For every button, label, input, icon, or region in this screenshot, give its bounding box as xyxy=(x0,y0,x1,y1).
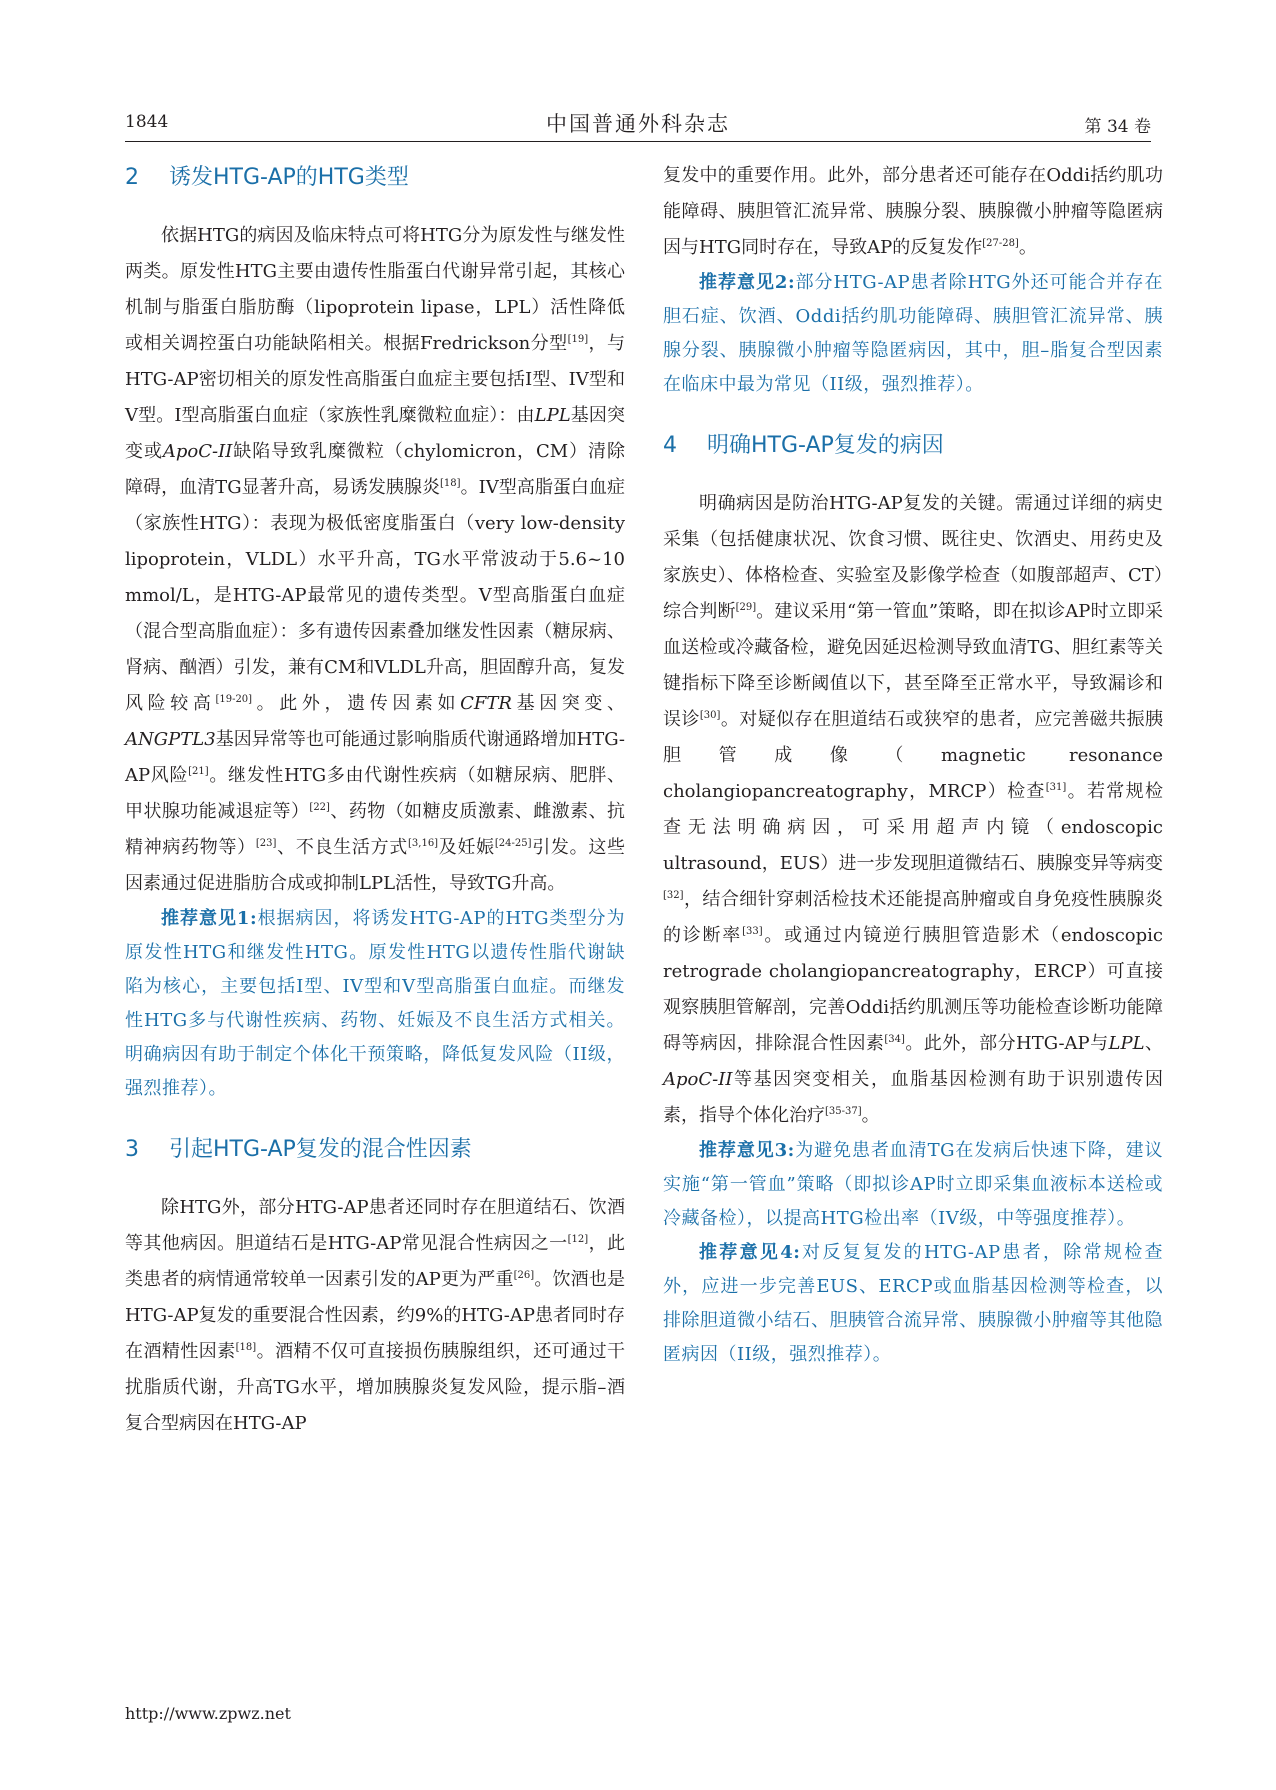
section-number: 3 xyxy=(125,1137,139,1162)
gene-name: LPL xyxy=(534,405,571,426)
section-4-heading xyxy=(663,426,1163,466)
recommendation-label: 推荐意见2: xyxy=(699,272,796,293)
citation: [30] xyxy=(699,710,721,721)
citation: [29] xyxy=(735,602,757,613)
section-3-heading xyxy=(125,1130,625,1170)
citation: [18] xyxy=(235,1342,257,1353)
section-title: 诱发HTG-AP的HTG类型 xyxy=(169,165,409,190)
citation: [31] xyxy=(1045,782,1067,793)
journal-title: 中国普通外科杂志 xyxy=(546,112,730,136)
section-title: 明确HTG-AP复发的病因 xyxy=(707,433,944,458)
citation: [32] xyxy=(663,890,684,901)
section-3-paragraph: 除HTG外，部分HTG-AP患者还同时存在胆道结石、饮酒等其他病因。胆道结石是HTG-AP常见混合性病因之一[12]，此类患者的病情通常较单一因素引发的AP更为严重[26]。饮酒也是HTG-AP复发的重要混合性因素，约9%的HTG-AP患者同时存在酒精性因素[18]。酒精不仅可直接损伤胰腺组织，还可通过干扰脂质代谢，升高TG水平，增加胰腺炎复发风险，提示脂–酒复合型病因在HTG-AP xyxy=(125,1197,626,1434)
recommendation-2: 推荐意见2:部分HTG-AP患者除HTG外还可能合并存在胆石症、饮酒、Oddi括约肌功能障碍、胰胆管汇流异常、胰腺分裂、胰腺微小肿瘤等隐匿病因，其中，胆–脂复合型因素在临床中最为常见（II级，强烈推荐）。 xyxy=(663,272,1163,395)
volume-label: 第 34 卷 xyxy=(1084,117,1151,137)
recommendation-label: 推荐意见3: xyxy=(699,1140,795,1161)
recommendation-label: 推荐意见4: xyxy=(699,1242,801,1263)
running-header xyxy=(125,108,1151,142)
recommendation-4: 推荐意见4:对反复复发的HTG-AP患者，除常规检查外，应进一步完善EUS、ERCP或血脂基因检测等检查，以排除胆道微小结石、胆胰管合流异常、胰腺微小肿瘤等其他隐匿病因（II级，强烈推荐）。 xyxy=(663,1242,1163,1365)
gene-name: ApoC-II xyxy=(663,1069,733,1090)
recommendation-1: 推荐意见1:根据病因，将诱发HTG-AP的HTG类型分为原发性HTG和继发性HTG。原发性HTG以遗传性脂代谢缺陷为核心，主要包括I型、IV型和V型高脂蛋白血症。而继发性HTG多与代谢性疾病、药物、妊娠及不良生活方式相关。明确病因有助于制定个体化干预策略，降低复发风险（II级，强烈推荐）。 xyxy=(125,908,625,1099)
section-3-continuation: 复发中的重要作用。此外，部分患者还可能存在Oddi括约肌功能障碍、胰胆管汇流异常、胰腺分裂、胰腺微小肿瘤等隐匿病因与HTG同时存在，导致AP的反复发作[27-28]。 xyxy=(663,165,1163,258)
citation: [26] xyxy=(513,1270,535,1281)
section-4-paragraph: 明确病因是防治HTG-AP复发的关键。需通过详细的病史采集（包括健康状况、饮食习惯、既往史、饮酒史、用药史及家族史）、体格检查、实验室及影像学检查（如腹部超声、CT）综合判断[29]。建议采用“第一管血”策略，即在拟诊AP时立即采血送检或冷藏备检，避免因延迟检测导致血清TG、胆红素等关键指标下降至诊断阈值以下，甚至降至正常水平，导致漏诊和误诊[30]。对疑似存在胆道结石或狭窄的患者，应完善磁共振胰胆管成像（magnetic resonance cholangiopancreatography，MRCP）检查[31]。若常规检查无法明确病因，可采用超声内镜（endoscopic ultrasound，EUS）进一步发现胆道微结石、胰腺变异等病变[32]，结合细针穿刺活检技术还能提高肿瘤或自身免疫性胰腺炎的诊断率[33]。或通过内镜逆行胰胆管造影术（endoscopic retrograde cholangiopancreatography，ERCP）可直接观察胰胆管解剖，完善Oddi括约肌测压等功能检查诊断功能障碍等病因，排除混合性因素[34]。此外，部分HTG-AP与LPL、ApoC-II等基因突变相关，血脂基因检测有助于识别遗传因素，指导个体化治疗[35-37]。 xyxy=(663,493,1164,1126)
citation: [34] xyxy=(884,1034,905,1045)
gene-name: LPL xyxy=(1108,1033,1145,1054)
right-column xyxy=(663,158,1163,1372)
section-title: 引起HTG-AP复发的混合性因素 xyxy=(169,1137,472,1162)
citation: [23] xyxy=(255,838,277,849)
footer-url: http://www.zpwz.net xyxy=(125,1704,291,1723)
left-column xyxy=(125,158,625,1442)
section-number: 4 xyxy=(663,433,677,458)
recommendation-3: 推荐意见3:为避免患者血清TG在发病后快速下降，建议实施“第一管血”策略（即拟诊AP时立即采集血液标本送检或冷藏备检），以提高HTG检出率（IV级，中等强度推荐）。 xyxy=(663,1140,1163,1229)
citation: [33] xyxy=(742,926,763,937)
section-number: 2 xyxy=(125,165,139,190)
citation: [19-20] xyxy=(215,694,253,705)
gene-name: CFTR xyxy=(460,693,512,714)
citation: [35-37] xyxy=(825,1106,862,1117)
citation: [22] xyxy=(309,802,330,813)
citation: [24-25] xyxy=(494,838,532,849)
header-rule xyxy=(125,141,1151,142)
citation: [21] xyxy=(188,766,209,777)
citation: [12] xyxy=(567,1234,589,1245)
citation: [27-28] xyxy=(982,238,1019,249)
gene-name: ANGPTL3 xyxy=(125,729,216,750)
recommendation-label: 推荐意见1: xyxy=(161,908,258,929)
citation: [19] xyxy=(567,334,589,345)
gene-name: ApoC-II xyxy=(162,441,233,462)
section-2-heading xyxy=(125,158,625,198)
section-2-paragraph: 依据HTG的病因及临床特点可将HTG分为原发性与继发性两类。原发性HTG主要由遗传性脂蛋白代谢异常引起，其核心机制与脂蛋白脂肪酶（lipoprotein lipase，LPL）活性降低或相关调控蛋白功能缺陷相关。根据Fredrickson分型[19]，与HTG-AP密切相关的原发性高脂蛋白血症主要包括I型、IV型和V型。I型高脂蛋白血症（家族性乳糜微粒血症）：由LPL基因突变或ApoC-II缺陷导致乳糜微粒（chylomicron，CM）清除障碍，血清TG显著升高，易诱发胰腺炎[18]。IV型高脂蛋白血症（家族性HTG）：表现为极低密度脂蛋白（very low-density lipoprotein，VLDL）水平升高，TG水平常波动于5.6~10 mmol/L，是HTG-AP最常见的遗传类型。V型高脂蛋白血症（混合型高脂血症）：多有遗传因素叠加继发性因素（糖尿病、肾病、酗酒）引发，兼有CM和VLDL升高，胆固醇升高，复发风险较高[19-20]。此外，遗传因素如CFTR基因突变、ANGPTL3基因异常等也可能通过影响脂质代谢通路增加HTG-AP风险[21]。继发性HTG多由代谢性疾病（如糖尿病、肥胖、甲状腺功能减退症等）[22]、药物（如糖皮质激素、雌激素、抗精神病药物等）[23]、不良生活方式[3,16]及妊娠[24-25]引发。这些因素通过促进脂肪合成或抑制LPL活性，导致TG升高。 xyxy=(125,225,626,894)
citation: [3,16] xyxy=(408,838,439,849)
page-number: 1844 xyxy=(125,112,169,132)
citation: [18] xyxy=(440,478,461,489)
